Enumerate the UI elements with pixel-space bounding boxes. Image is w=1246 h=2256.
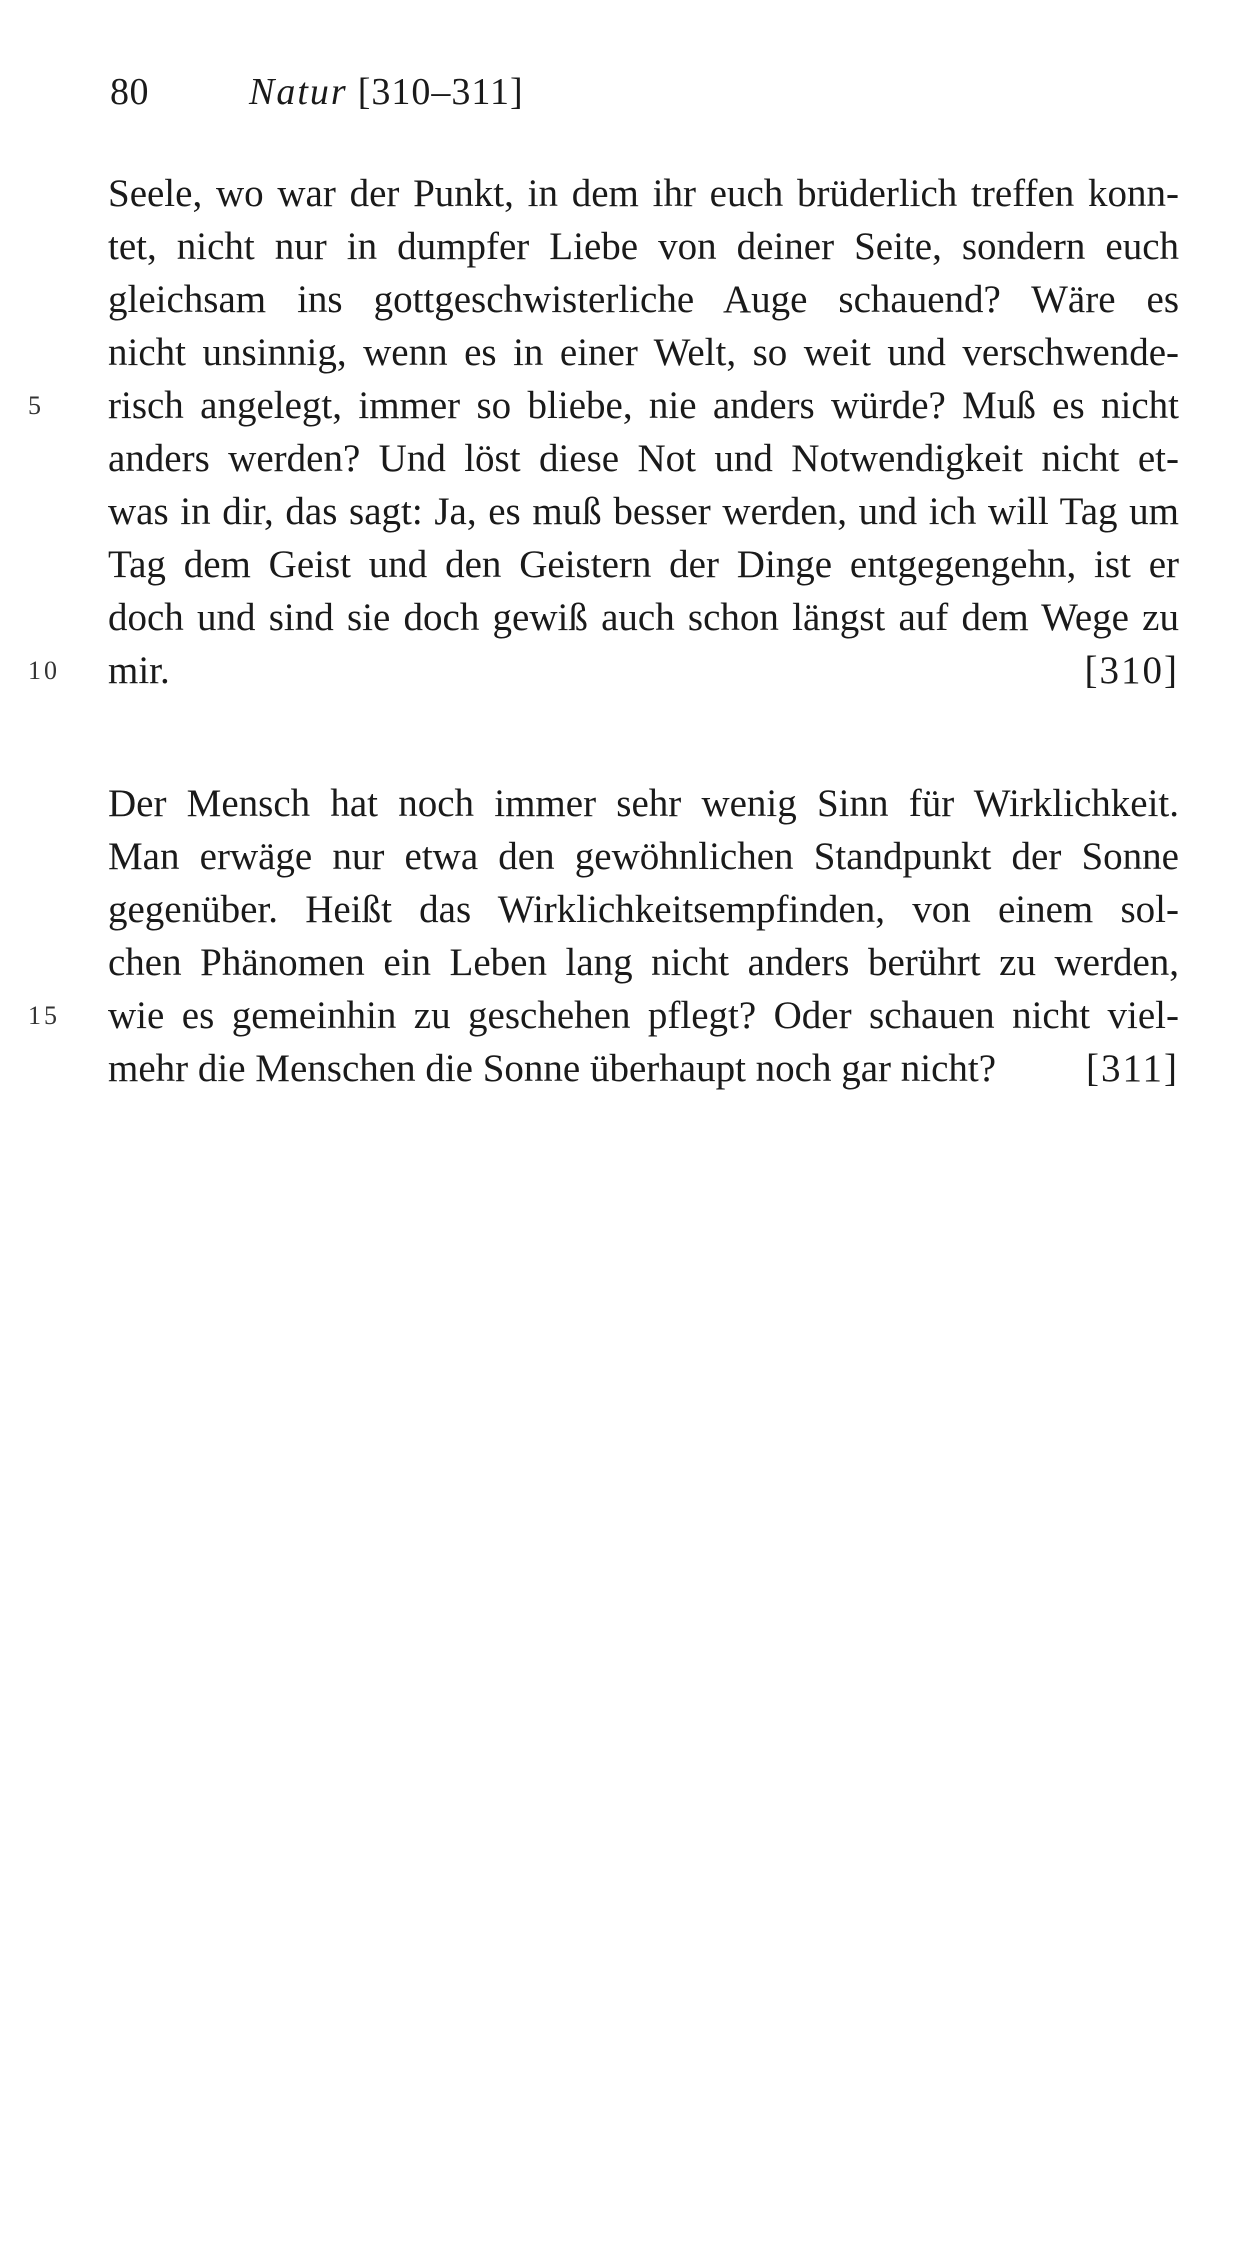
text-line-content: mir. xyxy=(108,649,170,692)
running-header xyxy=(110,70,524,114)
text-line: Man erwäge nur etwa den gewöhnlichen Standpunkt der Sonne xyxy=(108,835,1179,878)
text-line: tet, nicht nur in dumpfer Liebe von deiner Seite, sondern euch xyxy=(108,225,1179,268)
text-line: wie es gemeinhin zu geschehen pflegt? Oder schauen nicht viel- xyxy=(108,994,1179,1037)
line-number-10: 10 xyxy=(28,656,60,685)
line-number-5: 5 xyxy=(28,391,44,420)
text-line: was in dir, das sagt: Ja, es muß besser werden, und ich will Tag um xyxy=(108,490,1179,533)
running-title: Natur xyxy=(249,71,348,113)
section-reference: [311] xyxy=(1085,1047,1179,1090)
text-line: risch angelegt, immer so bliebe, nie anders würde? Muß es nicht xyxy=(108,384,1179,427)
running-range: [310–311] xyxy=(357,71,524,113)
text-line xyxy=(108,644,1179,697)
text-line-content: mehr die Menschen die Sonne überhaupt noch gar nicht? xyxy=(108,1047,997,1090)
text-line: Der Mensch hat noch immer sehr wenig Sinn für Wirklichkeit. xyxy=(108,782,1179,825)
text-line: anders werden? Und löst diese Not und Notwendigkeit nicht et- xyxy=(108,437,1179,480)
section-reference: [310] xyxy=(1084,649,1179,692)
text-line: Seele, wo war der Punkt, in dem ihr euch brüderlich treffen konn- xyxy=(108,172,1179,215)
text-line xyxy=(108,1042,1179,1095)
text-line: Tag dem Geist und den Geistern der Dinge entgegengehn, ist er xyxy=(108,543,1179,586)
line-number-15: 15 xyxy=(28,1001,60,1030)
text-line: chen Phänomen ein Leben lang nicht anders berührt zu werden, xyxy=(108,941,1179,984)
text-line: gleichsam ins gottgeschwisterliche Auge schauend? Wäre es xyxy=(108,278,1179,321)
page-number: 80 xyxy=(110,71,149,113)
text-line: gegenüber. Heißt das Wirklichkeitsempfinden, von einem sol- xyxy=(108,888,1179,931)
text-line: doch und sind sie doch gewiß auch schon längst auf dem Wege zu xyxy=(108,596,1179,639)
text-line: nicht unsinnig, wenn es in einer Welt, so weit und verschwende- xyxy=(108,331,1179,374)
